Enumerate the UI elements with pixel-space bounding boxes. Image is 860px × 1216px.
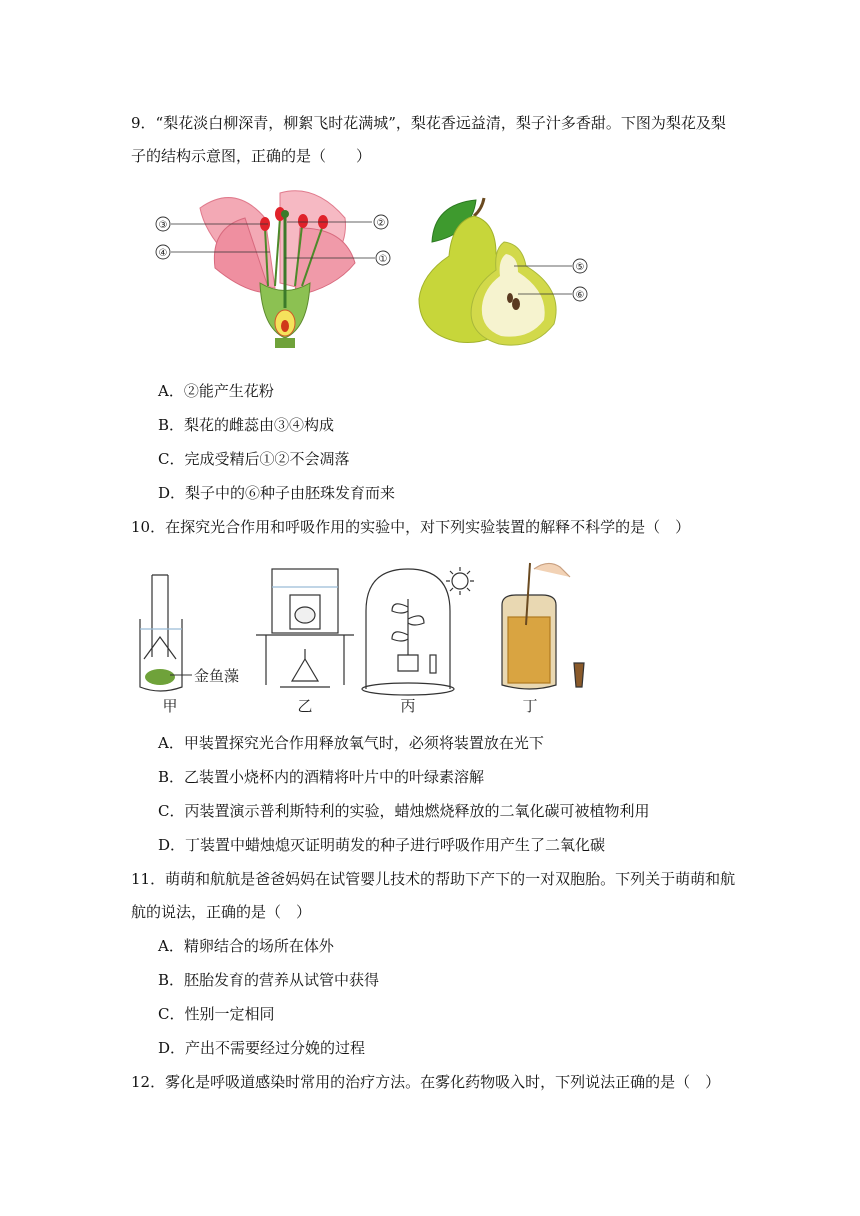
pear-fruit-diagram bbox=[414, 194, 594, 350]
plant-label: 金鱼藻 bbox=[194, 667, 240, 685]
q11-option-d: D．产出不需要经过分娩的过程 bbox=[158, 1039, 366, 1057]
pear-label-5: ⑤ bbox=[575, 262, 585, 273]
flower-label-1: ① bbox=[378, 254, 388, 265]
q10-option-d: D．丁装置中蜡烛熄灭证明萌发的种子进行呼吸作用产生了二氧化碳 bbox=[158, 836, 606, 854]
apparatus-label-jia: 甲 bbox=[162, 697, 178, 715]
q10-option-c: C．丙装置演示普利斯特利的实验，蜡烛燃烧释放的二氧化碳可被植物利用 bbox=[158, 802, 650, 820]
q9-option-d: D．梨子中的⑥种子由胚珠发育而来 bbox=[158, 484, 396, 502]
pear-label-6: ⑥ bbox=[575, 290, 585, 301]
flower-label-4: ④ bbox=[158, 248, 168, 259]
flower-label-3: ③ bbox=[158, 220, 168, 231]
q9-option-c: C．完成受精后①②不会凋落 bbox=[158, 450, 350, 468]
apparatus-label-ding: 丁 bbox=[522, 697, 538, 715]
experiment-apparatus-diagram bbox=[130, 555, 590, 717]
q12-stem: 12．雾化是呼吸道感染时常用的治疗方法。在雾化药物吸入时，下列说法正确的是（ ） bbox=[131, 1073, 721, 1091]
q11-option-b: B．胚胎发育的营养从试管中获得 bbox=[158, 971, 380, 989]
q11-option-c: C．性别一定相同 bbox=[158, 1005, 275, 1023]
q10-stem: 10．在探究光合作用和呼吸作用的实验中，对下列实验装置的解释不科学的是（ ） bbox=[131, 518, 691, 536]
apparatus-yi bbox=[256, 569, 354, 687]
pear-flower-diagram bbox=[150, 188, 398, 350]
q10-option-a: A．甲装置探究光合作用释放氧气时，必须将装置放在光下 bbox=[158, 734, 544, 752]
q10-option-b: B．乙装置小烧杯内的酒精将叶片中的叶绿素溶解 bbox=[158, 768, 485, 786]
q11-stem-line2: 航的说法，正确的是（ ） bbox=[131, 903, 312, 921]
flower-label-2: ② bbox=[376, 218, 386, 229]
apparatus-ding bbox=[502, 563, 584, 689]
q9-stem-line2: 子的结构示意图，正确的是（ ） bbox=[131, 147, 372, 165]
apparatus-bing bbox=[362, 567, 474, 695]
q11-stem-line1: 11．萌萌和航航是爸爸妈妈在试管婴儿技术的帮助下产下的一对双胞胎。下列关于萌萌和航 bbox=[131, 870, 736, 888]
q9-option-a: A．②能产生花粉 bbox=[158, 382, 274, 400]
q9-option-b: B．梨花的雌蕊由③④构成 bbox=[158, 416, 335, 434]
q11-option-a: A．精卵结合的场所在体外 bbox=[158, 937, 334, 955]
apparatus-label-bing: 丙 bbox=[400, 697, 416, 715]
apparatus-label-yi: 乙 bbox=[297, 697, 313, 715]
q9-stem-line1: 9．“梨花淡白柳深青，柳絮飞时花满城”，梨花香远益清，梨子汁多香甜。下图为梨花及梨 bbox=[131, 114, 726, 132]
